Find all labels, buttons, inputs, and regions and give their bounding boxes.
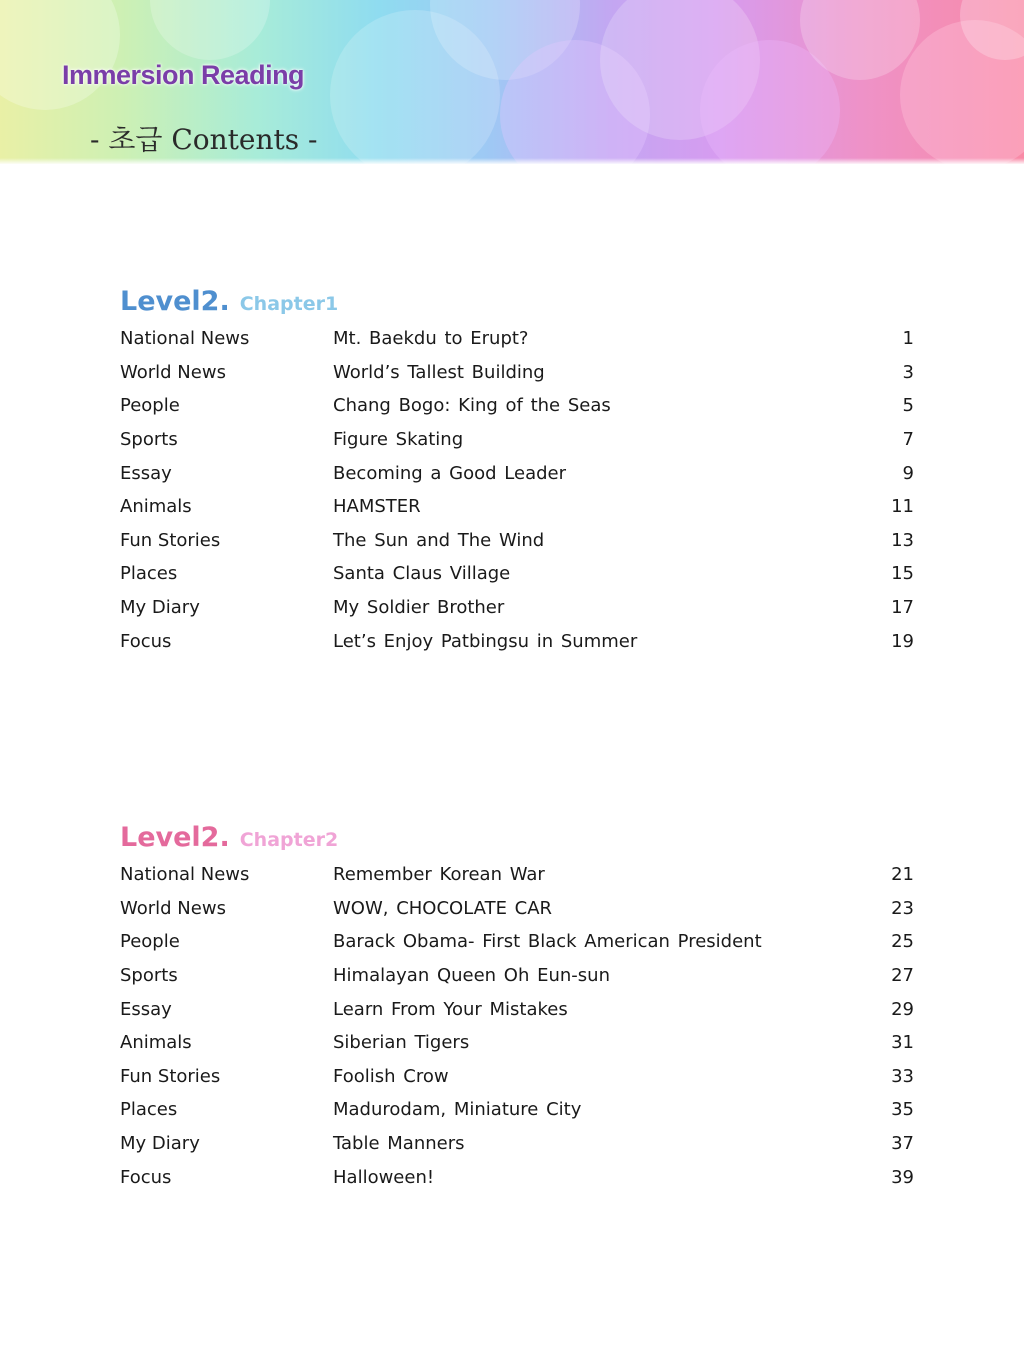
toc-page: 31: [891, 1032, 914, 1054]
toc-page: 27: [891, 965, 914, 987]
toc-row: [120, 925, 920, 959]
toc-category: Essay: [120, 462, 172, 484]
toc-title: HAMSTER: [333, 496, 421, 518]
toc-row: [120, 524, 920, 558]
decor-bubble: [0, 0, 120, 110]
toc-category: Sports: [120, 429, 178, 451]
toc-title: Mt. Baekdu to Erupt?: [333, 328, 529, 350]
toc-title: Let’s Enjoy Patbingsu in Summer: [333, 630, 638, 652]
banner-fade: [0, 158, 1024, 164]
toc-row: [120, 591, 920, 625]
toc-page: 21: [891, 864, 914, 886]
toc-title: The Sun and The Wind: [333, 529, 545, 551]
toc-category: Essay: [120, 998, 172, 1020]
toc-category: Sports: [120, 965, 178, 987]
toc-page: 5: [902, 395, 914, 417]
toc-title: Siberian Tigers: [333, 1032, 470, 1054]
section-heading: [120, 818, 920, 858]
toc-page: 1: [902, 328, 914, 350]
toc-title: Foolish Crow: [333, 1065, 449, 1087]
toc-category: National News: [120, 328, 250, 350]
toc-category: Places: [120, 1099, 178, 1121]
toc-page: 15: [891, 563, 914, 585]
toc-list: [120, 322, 920, 658]
toc-category: Focus: [120, 630, 172, 652]
toc-row: [120, 1026, 920, 1060]
toc-title: World’s Tallest Building: [333, 361, 545, 383]
toc-title: Remember Korean War: [333, 864, 545, 886]
toc-row: [120, 456, 920, 490]
toc-category: Animals: [120, 496, 192, 518]
toc-title: Chang Bogo: King of the Seas: [333, 395, 611, 417]
toc-page: 33: [891, 1065, 914, 1087]
toc-page: 37: [891, 1133, 914, 1155]
toc-row: [120, 1127, 920, 1161]
chapter-label: Chapter1: [239, 293, 339, 315]
toc-page: 11: [891, 496, 914, 518]
toc-row: [120, 858, 920, 892]
toc-page: 3: [902, 361, 914, 383]
toc-row: [120, 1160, 920, 1194]
toc-title: Becoming a Good Leader: [333, 462, 567, 484]
toc-category: Places: [120, 563, 178, 585]
section-heading: [120, 282, 920, 322]
toc-page: 39: [891, 1166, 914, 1188]
contents-title: - 초급 Contents -: [90, 123, 318, 156]
toc-row: [120, 959, 920, 993]
toc-row: [120, 1093, 920, 1127]
toc-page: 7: [902, 429, 914, 451]
toc-row: [120, 992, 920, 1026]
level-label: Level2.: [120, 286, 230, 317]
toc-page: 25: [891, 931, 914, 953]
toc-row: [120, 490, 920, 524]
toc-row: [120, 1060, 920, 1094]
toc-row: [120, 389, 920, 423]
toc-row: [120, 356, 920, 390]
toc-title: Barack Obama- First Black American President: [333, 931, 762, 953]
chapter1-section: [120, 282, 920, 658]
toc-title: Santa Claus Village: [333, 563, 511, 585]
toc-row: [120, 423, 920, 457]
chapter2-section: [120, 818, 920, 1194]
toc-title: WOW, CHOCOLATE CAR: [333, 897, 553, 919]
toc-category: National News: [120, 864, 250, 886]
toc-page: 9: [902, 462, 914, 484]
toc-category: People: [120, 395, 180, 417]
toc-category: People: [120, 931, 180, 953]
toc-page: 35: [891, 1099, 914, 1121]
toc-category: World News: [120, 897, 226, 919]
toc-category: Focus: [120, 1166, 172, 1188]
toc-row: [120, 892, 920, 926]
chapter-label: Chapter2: [239, 829, 339, 851]
brand-title: Immersion Reading: [62, 60, 305, 90]
toc-title: Madurodam, Miniature City: [333, 1099, 582, 1121]
toc-page: 13: [891, 529, 914, 551]
toc-list: [120, 858, 920, 1194]
toc-title: Figure Skating: [333, 429, 464, 451]
toc-page: 29: [891, 998, 914, 1020]
toc-category: My Diary: [120, 597, 200, 619]
toc-row: [120, 322, 920, 356]
header-banner: [0, 0, 1024, 164]
toc-title: Himalayan Queen Oh Eun-sun: [333, 965, 610, 987]
toc-category: World News: [120, 361, 226, 383]
toc-category: My Diary: [120, 1133, 200, 1155]
toc-row: [120, 624, 920, 658]
toc-title: Learn From Your Mistakes: [333, 998, 568, 1020]
toc-page: 19: [891, 630, 914, 652]
toc-category: Fun Stories: [120, 1065, 221, 1087]
toc-title: Halloween!: [333, 1166, 435, 1188]
toc-page: 23: [891, 897, 914, 919]
level-label: Level2.: [120, 822, 230, 853]
toc-title: Table Manners: [333, 1133, 465, 1155]
decor-bubble: [150, 0, 270, 60]
toc-category: Animals: [120, 1032, 192, 1054]
toc-page: 17: [891, 597, 914, 619]
toc-title: My Soldier Brother: [333, 597, 505, 619]
toc-row: [120, 557, 920, 591]
toc-category: Fun Stories: [120, 529, 221, 551]
